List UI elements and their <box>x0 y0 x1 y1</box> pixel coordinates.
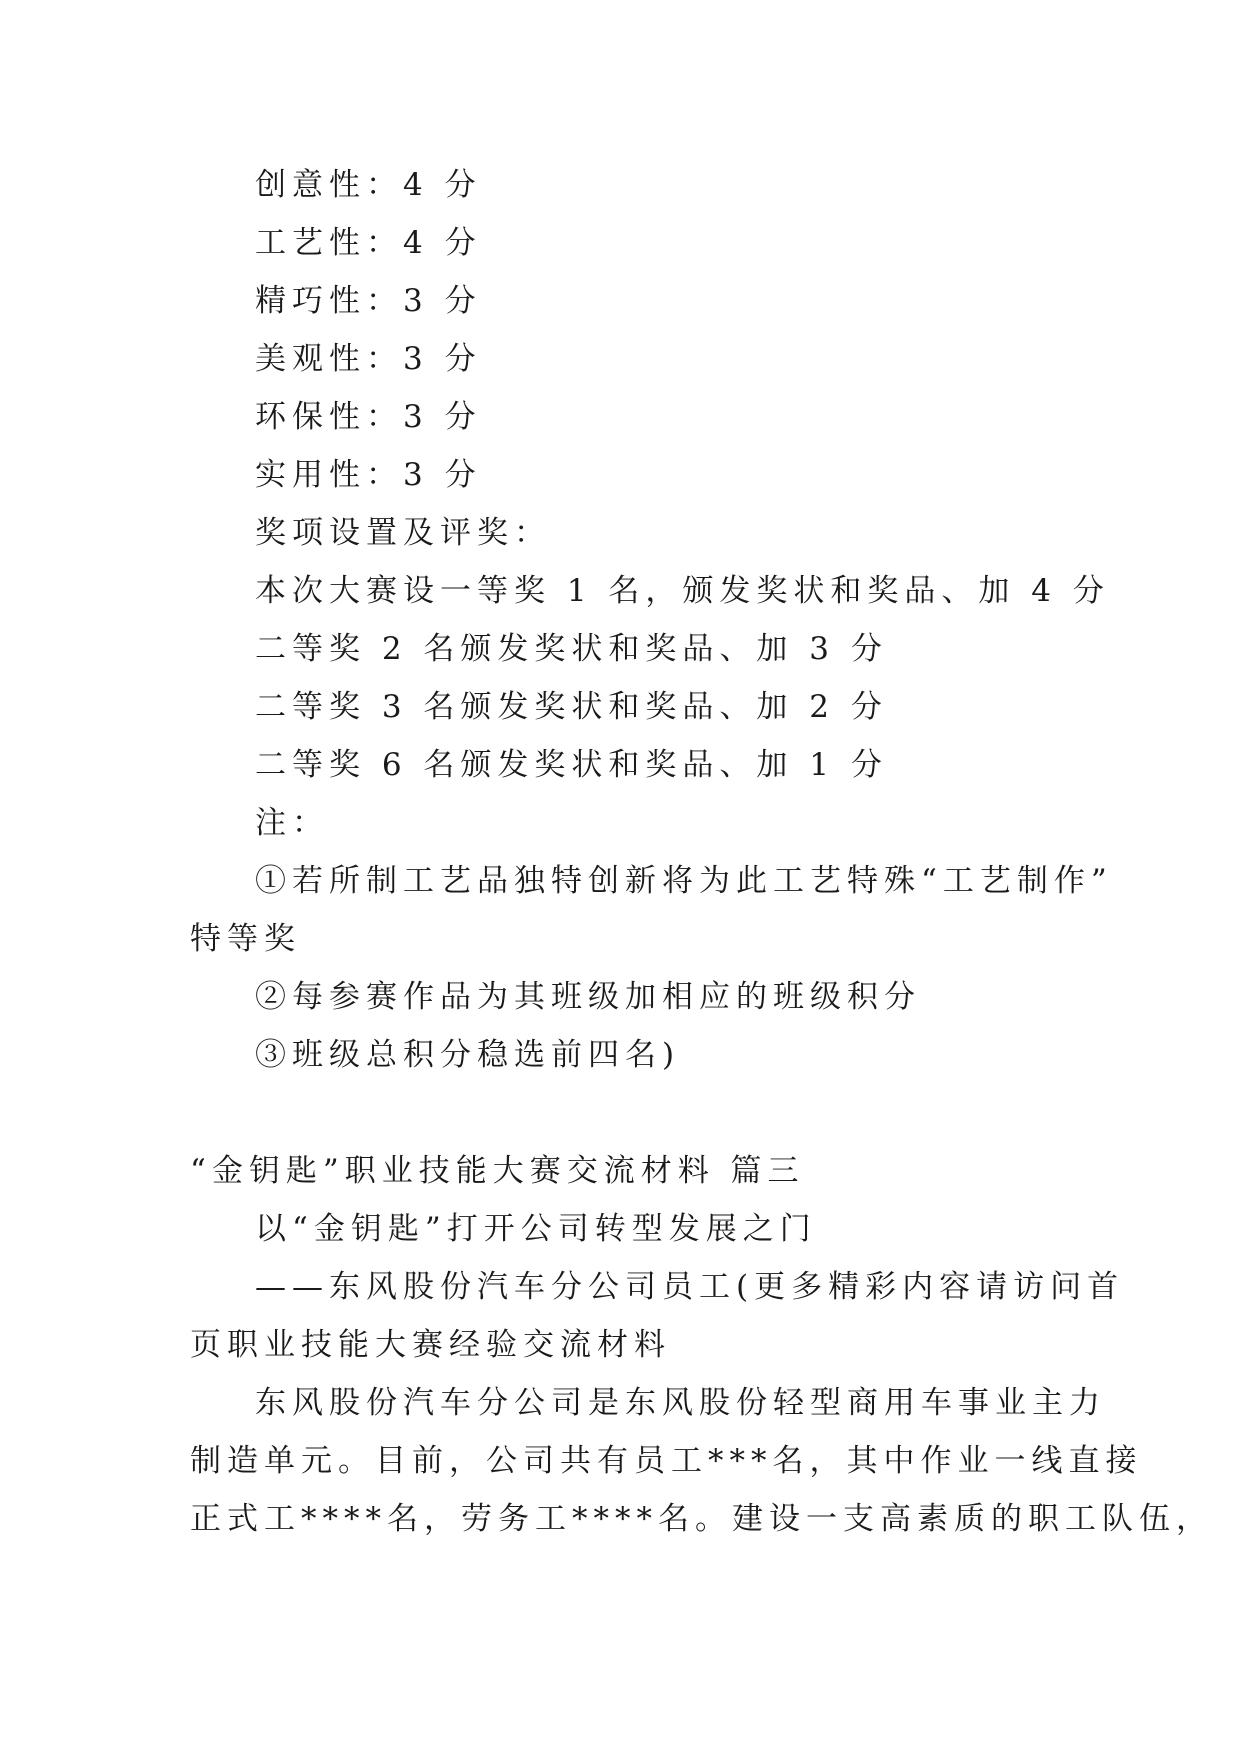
score-item-eco-friendliness: 环保性：3 分 <box>255 399 482 435</box>
score-item-creativity: 创意性：4 分 <box>255 167 482 203</box>
awards-heading: 奖项设置及评奖： <box>255 515 551 551</box>
note-1: ①若所制工艺品独特创新将为此工艺特殊“工艺制作” <box>255 863 1113 899</box>
score-item-practicality: 实用性：3 分 <box>255 457 482 493</box>
score-item-ingenuity: 精巧性：3 分 <box>255 283 482 319</box>
award-second-prize-a: 二等奖 2 名颁发奖状和奖品、加 3 分 <box>255 631 888 667</box>
article-subtitle-continued: 页职业技能大赛经验交流材料 <box>190 1327 671 1363</box>
score-item-craftsmanship: 工艺性：4 分 <box>255 225 482 261</box>
notes-heading: 注： <box>255 805 329 841</box>
award-first-prize: 本次大赛设一等奖 1 名，颁发奖状和奖品、加 4 分 <box>255 573 1110 609</box>
article-subtitle: ——东风股份汽车分公司员工(更多精彩内容请访问首 <box>255 1269 1125 1305</box>
body-paragraph-line-3: 正式工****名，劳务工****名。建设一支高素质的职工队伍， <box>190 1501 1213 1537</box>
body-paragraph-line-2: 制造单元。目前，公司共有员工***名，其中作业一线直接 <box>190 1443 1143 1479</box>
note-2: ②每参赛作品为其班级加相应的班级积分 <box>255 979 921 1015</box>
note-1-continued: 特等奖 <box>190 921 301 957</box>
section-heading: “金钥匙”职业技能大赛交流材料 篇三 <box>190 1153 805 1189</box>
body-paragraph-line-1: 东风股份汽车分公司是东风股份轻型商用车事业主力 <box>255 1385 1106 1421</box>
article-title: 以“金钥匙”打开公司转型发展之门 <box>255 1211 817 1247</box>
note-3: ③班级总积分稳选前四名) <box>255 1037 681 1073</box>
award-second-prize-c: 二等奖 6 名颁发奖状和奖品、加 1 分 <box>255 747 888 783</box>
award-second-prize-b: 二等奖 3 名颁发奖状和奖品、加 2 分 <box>255 689 888 725</box>
score-item-aesthetics: 美观性：3 分 <box>255 341 482 377</box>
